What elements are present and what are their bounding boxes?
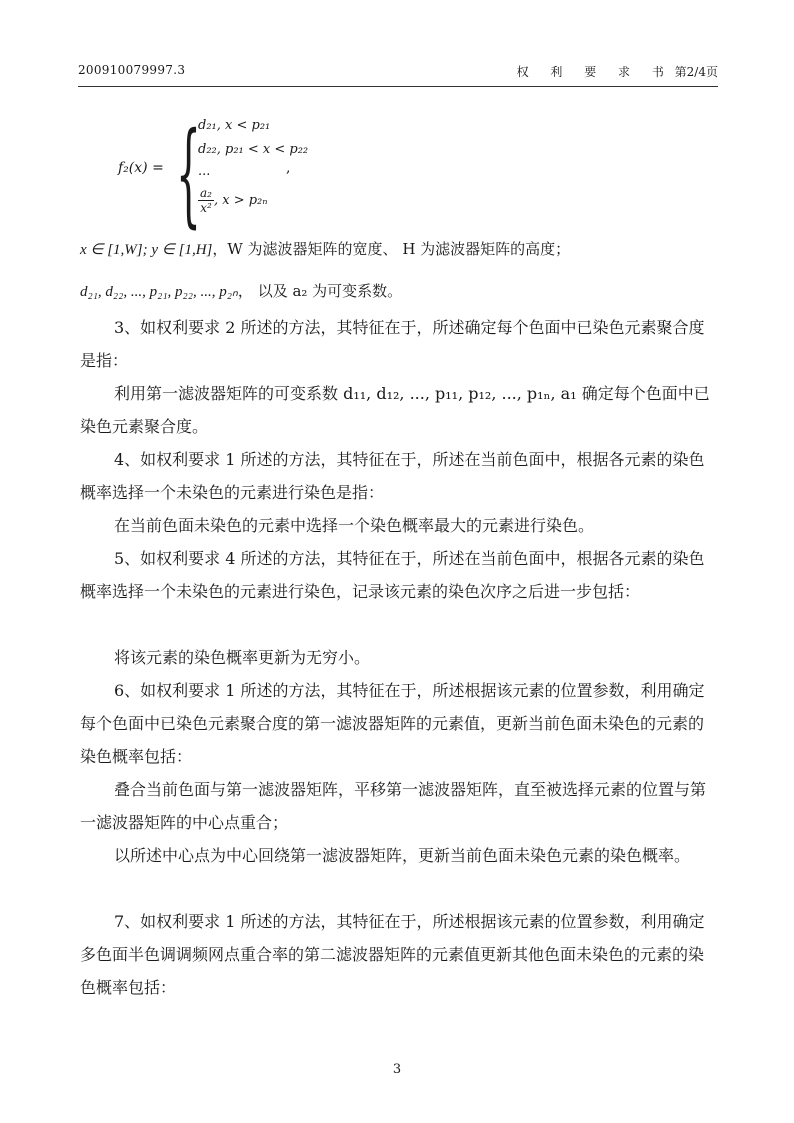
- domain-text: ，W 为滤波器矩阵的宽度、 H 为滤波器矩阵的高度；: [212, 240, 571, 258]
- header-right: [517, 63, 718, 80]
- variables-math: d₂₁, d₂₂, ..., p₂₁, p₂₂, ..., p₂ₙ: [80, 284, 238, 300]
- paragraph-claim-3: 3、如权利要求 2 所述的方法，其特征在于，所述确定每个色面中已染色元素聚合度是指：: [80, 318, 705, 370]
- page-header: [78, 63, 718, 83]
- paragraph-claim-5-body: 将该元素的染色概率更新为无穷小。: [114, 648, 371, 667]
- paragraph-claim-6-step-1: 叠合当前色面与第一滤波器矩阵，平移第一滤波器矩阵，直至被选择元素的位置与第一滤波器矩阵的中心点重合；: [80, 780, 707, 832]
- formula-fraction: [198, 186, 214, 215]
- paragraph-claim-4-body: 在当前色面未染色的元素中选择一个染色概率最大的元素进行染色。: [114, 516, 595, 535]
- paragraph-claim-4: 4、如权利要求 1 所述的方法，其特征在于，所述在当前色面中，根据各元素的染色概率选择一个未染色的元素进行染色是指：: [80, 450, 705, 502]
- variables-text: ， 以及 a₂ 为可变系数。: [237, 282, 403, 300]
- document-number: 200910079997.3: [78, 63, 186, 77]
- variables-line: [80, 280, 402, 301]
- fraction-numerator: a₂: [200, 186, 212, 200]
- paragraph-claim-6: 6、如权利要求 1 所述的方法，其特征在于，所述根据该元素的位置参数，利用确定每个色面中已染色元素聚合度的第一滤波器矩阵的元素值，更新当前色面未染色的元素的染色概率包括：: [80, 681, 705, 766]
- document-type: 权 利 要 求 书: [516, 65, 673, 79]
- paragraph-claim-7: 7、如权利要求 1 所述的方法，其特征在于，所述根据该元素的位置参数，利用确定多色面半色调调频网点重合率的第二滤波器矩阵的元素值更新其他色面未染色的元素的染色概率包括：: [80, 912, 705, 997]
- formula-case-4-condition: , x > p₂ₙ: [213, 193, 268, 208]
- paragraph-claim-3-body: 利用第一滤波器矩阵的可变系数 d₁₁, d₁₂, ..., p₁₁, p₁₂, ..., p₁ₙ, a₁ 确定每个色面中已染色元素聚合度。: [80, 384, 710, 436]
- formula-brace: {: [176, 109, 201, 239]
- paragraph-claim-6-step-2: 以所述中心点为中心回绕第一滤波器矩阵，更新当前色面未染色元素的染色概率。: [114, 846, 691, 865]
- formula-case-4: [198, 186, 268, 215]
- page-number: 3: [392, 1062, 402, 1077]
- domain-line: [80, 238, 570, 259]
- formula-case-1: d₂₁, x < p₂₁: [198, 118, 271, 133]
- formula-trailing-comma: ,: [286, 160, 291, 176]
- domain-math: x ∈ [1,W]; y ∈ [1,H]: [80, 242, 213, 258]
- page-label: 第2/4页: [674, 65, 718, 79]
- formula-case-2: d₂₂, p₂₁ < x < p₂₂: [198, 142, 309, 157]
- formula-lhs: f₂(x) =: [118, 160, 164, 176]
- paragraph-claim-5: 5、如权利要求 4 所述的方法，其特征在于，所述在当前色面中，根据各元素的染色概率选择一个未染色的元素进行染色，记录该元素的染色次序之后进一步包括：: [80, 549, 705, 601]
- piecewise-formula: [118, 109, 418, 239]
- formula-case-3: ...: [198, 164, 211, 179]
- header-rule: [78, 86, 718, 87]
- fraction-denominator: x²: [200, 201, 212, 215]
